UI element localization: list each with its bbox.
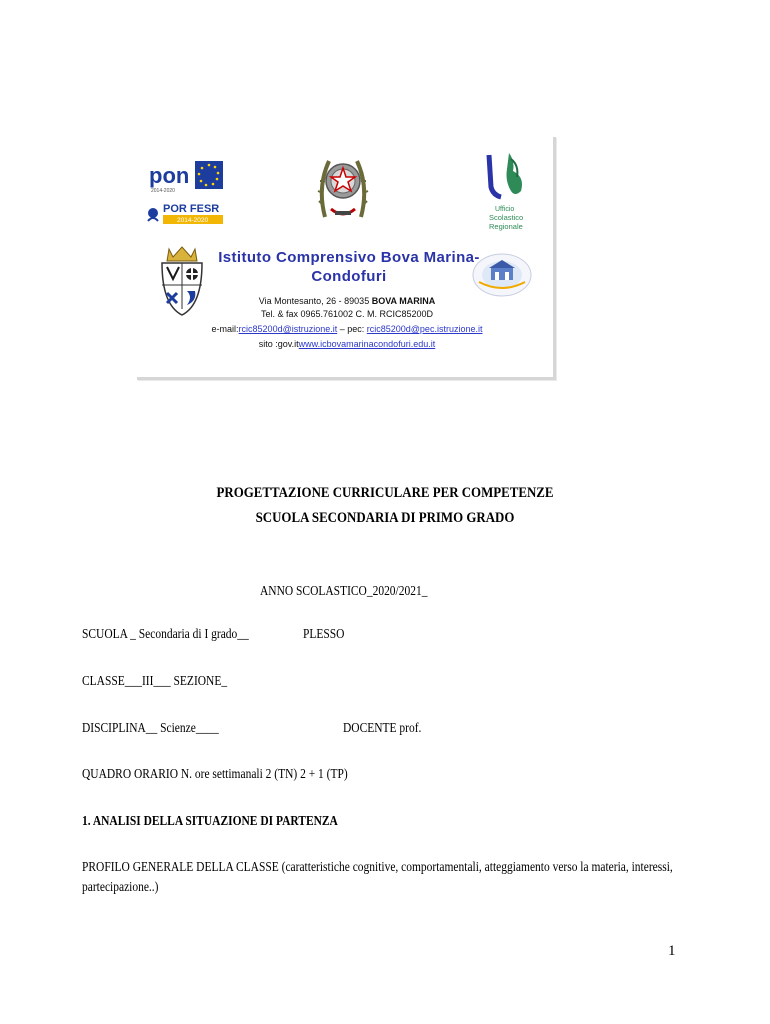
sezione-value: _ xyxy=(221,674,228,689)
scuola-label: SCUOLA xyxy=(82,627,131,642)
section-heading: 1. ANALISI DELLA SITUAZIONE DI PARTENZA xyxy=(82,814,338,829)
scuola-field xyxy=(82,626,249,644)
pec-link[interactable]: rcic85200d@pec.istruzione.it xyxy=(366,324,483,334)
svg-text:2014-2020: 2014-2020 xyxy=(151,188,175,194)
pon-logo xyxy=(145,159,225,195)
svg-text:Ufficio: Ufficio xyxy=(495,206,515,213)
disciplina-value: __ Scienze____ xyxy=(145,721,219,736)
school-address xyxy=(197,296,497,307)
quadro-orario: QUADRO ORARIO N. ore settimanali 2 (TN) 2 + 1 (TP) xyxy=(82,767,348,782)
institute-name-line-1: Istituto Comprensivo Bova Marina- xyxy=(218,249,480,266)
institute-name-line-2: Condofuri xyxy=(311,268,387,285)
address-city: BOVA MARINA xyxy=(371,296,436,306)
plesso-field: PLESSO xyxy=(303,627,345,642)
profilo-paragraph-line-2: partecipazione..) xyxy=(82,880,159,895)
ufficio-scolastico-regionale-logo xyxy=(485,151,531,233)
document-subtitle: SCUOLA SECONDARIA DI PRIMO GRADO xyxy=(255,510,515,526)
letterhead xyxy=(137,137,556,380)
svg-text:pon: pon xyxy=(149,163,190,188)
svg-text:Regionale: Regionale xyxy=(489,222,523,231)
email-label: e-mail: xyxy=(211,324,239,334)
disciplina-field xyxy=(82,720,219,738)
anno-value: 2020/2021 xyxy=(372,584,422,599)
anno-scolastico xyxy=(260,583,427,601)
svg-text:Scolastico: Scolastico xyxy=(489,213,524,222)
anno-tail: _ xyxy=(421,584,428,599)
page-number: 1 xyxy=(668,943,676,959)
institute-name xyxy=(207,248,491,286)
profilo-paragraph-line-1: PROFILO GENERALE DELLA CLASSE (caratteristiche cognitive, comportamentali, atteggiamento verso la materia, interessi, xyxy=(82,860,673,875)
classe-sezione-field xyxy=(82,673,227,691)
email-link[interactable]: rcic85200d@istruzione.it xyxy=(238,324,338,334)
school-phone: Tel. & fax 0965.761002 C. M. RCIC85200D xyxy=(260,309,434,319)
pec-label: – pec: xyxy=(337,324,367,334)
anno-label: ANNO SCOLASTICO_ xyxy=(260,584,373,599)
site-label: sito :gov.it xyxy=(258,339,299,349)
sezione-label: SEZIONE xyxy=(170,674,222,689)
italian-republic-emblem xyxy=(315,147,371,225)
svg-text:POR FESR: POR FESR xyxy=(163,203,220,215)
disciplina-label: DISCIPLINA xyxy=(82,721,146,736)
school-site-line xyxy=(197,339,497,350)
scuola-value: _ Secondaria di I grado__ xyxy=(130,627,249,642)
site-link[interactable]: www.icbovamarinacondofuri.edu.it xyxy=(298,339,436,349)
classe-label: CLASSE xyxy=(82,674,125,689)
classe-value: ___III___ xyxy=(124,674,171,689)
docente-field: DOCENTE prof. xyxy=(343,721,422,736)
school-email-line xyxy=(197,324,497,335)
document-title: PROGETTAZIONE CURRICULARE PER COMPETENZE xyxy=(216,485,554,501)
svg-text:2014-2020: 2014-2020 xyxy=(177,217,209,224)
address-street: Via Montesanto, 26 - 89035 xyxy=(258,296,372,306)
por-fesr-logo xyxy=(145,199,225,227)
